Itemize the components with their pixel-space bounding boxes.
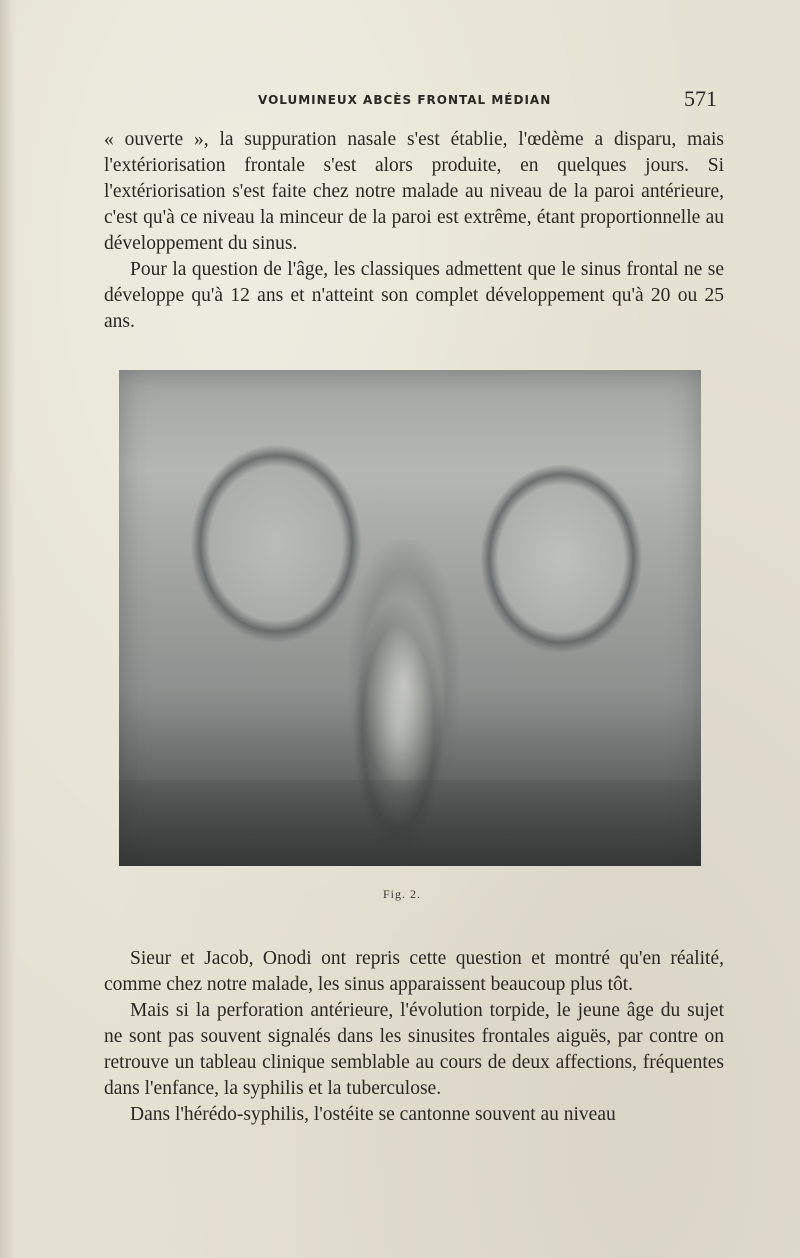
paragraph: « ouverte », la suppuration nasale s'est établie, l'œdème a disparu, mais l'extériorisation frontale s'est alors produite, en quelques jours. Si l'extériorisation s'est faite chez notre malade au niveau de la paroi antérieure, c'est qu'à ce niveau la minceur de la paroi est extrême, étant proportionnelle au développement du sinus. (104, 129, 724, 254)
xray-lower-shadow (119, 780, 701, 866)
running-title: VOLUMINEUX ABCÈS FRONTAL MÉDIAN (258, 93, 552, 107)
figure-caption: Fig. 2. (383, 887, 422, 901)
paragraph: Sieur et Jacob, Onodi ont repris cette question et montré qu'en réalité, comme chez notre malade, les sinus apparaissent beaucoup plus tôt. (104, 948, 724, 995)
body-text-top (104, 127, 724, 335)
paragraph: Dans l'hérédo-syphilis, l'ostéite se cantonne souvent au niveau (130, 1104, 616, 1125)
paragraph: Pour la question de l'âge, les classiques admettent que le sinus frontal ne se développe qu'à 12 ans et n'atteint son complet développement qu'à 20 ou 25 ans. (104, 259, 724, 332)
page-edge-shadow (0, 0, 16, 1258)
xray-figure-image (119, 370, 701, 866)
xray-nasal-region (349, 540, 459, 800)
page-number: 571 (684, 86, 717, 111)
paragraph: Mais si la perforation antérieure, l'évolution torpide, le jeune âge du sujet ne sont pas souvent signalés dans les sinusites frontales aiguës, par contre on retrouve un tableau clinique semblable au cours de deux affections, fréquentes dans l'enfance, la syphilis et la tuberculose. (104, 1000, 724, 1099)
body-text-bottom (104, 946, 724, 1128)
